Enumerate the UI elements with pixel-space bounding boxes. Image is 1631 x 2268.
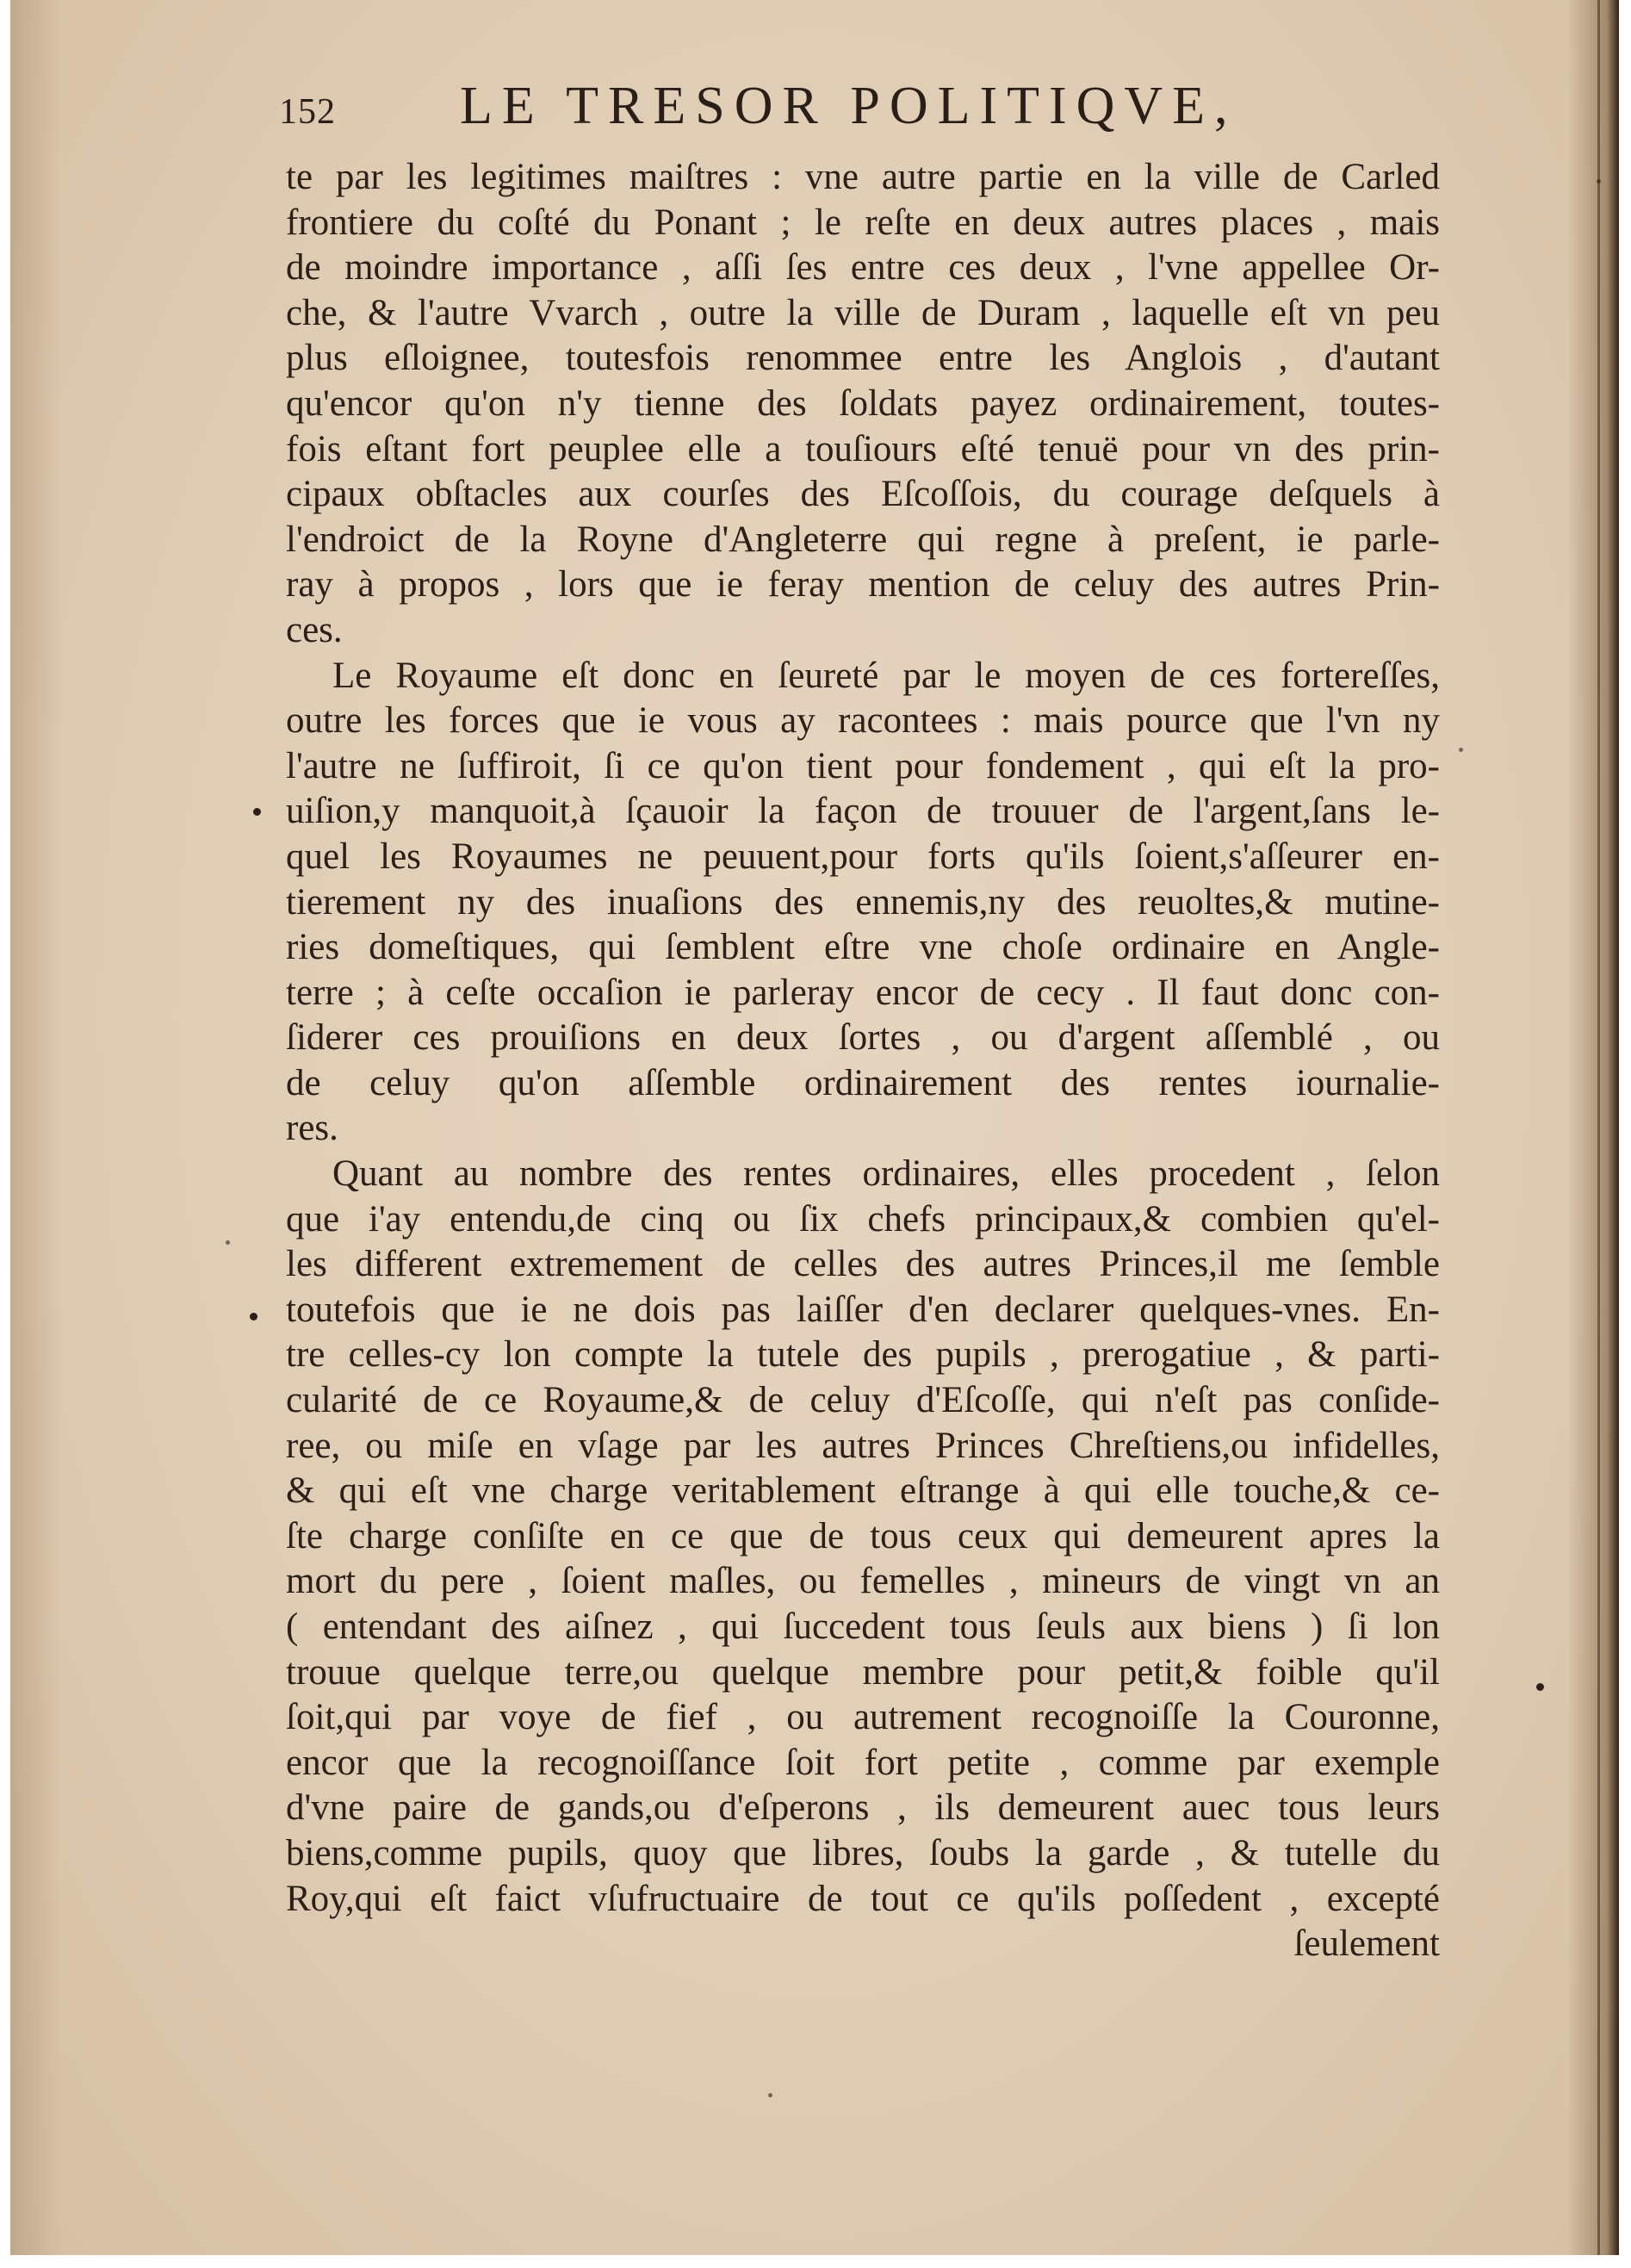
- text-line: & qui eſt vne charge veritablement eſtrange à qui elle touche,& ce-: [286, 1470, 1440, 1512]
- text-line: encor que la recognoiſſance ſoit fort petite , comme par exemple: [286, 1742, 1440, 1783]
- text-line: fois eſtant fort peuplee elle a touſiours eſté tenuë pour vn des prin-: [286, 428, 1440, 469]
- ink-dot: [253, 808, 261, 816]
- ink-speck: [1459, 748, 1463, 752]
- text-line: qu'encor qu'on n'y tienne des ſoldats payez ordinairement, toutes-: [286, 382, 1440, 424]
- spine-line: [1597, 0, 1600, 2255]
- ink-dot: [250, 1313, 257, 1320]
- text-line: Roy,qui eſt faict vſufructuaire de tout ce qu'ils poſſedent , excepté: [286, 1878, 1440, 1919]
- text-line: outre les forces que ie vous ay racontees : mais pource que l'vn ny: [286, 700, 1440, 742]
- text-line: ray à propos , lors que ie feray mention de celuy des autres Prin-: [286, 564, 1440, 606]
- text-line: ( entendant des aiſnez , qui ſuccedent tous ſeuls aux biens ) ſi lon: [286, 1606, 1440, 1647]
- text-line: quel les Royaumes ne peuuent,pour forts qu'ils ſoient,s'aſſeurer en-: [286, 836, 1440, 877]
- text-line: terre ; à ceſte occaſion ie parleray encor de cecy . Il faut donc con-: [286, 972, 1440, 1013]
- text-line: ſoit,qui par voye de fief , ou autrement recognoiſſe la Couronne,: [286, 1697, 1440, 1738]
- text-line: l'endroict de la Royne d'Angleterre qui regne à preſent, ie parle-: [286, 519, 1440, 560]
- ink-speck: [1597, 179, 1601, 183]
- text-line: plus eſloignee, toutesfois renommee entre les Anglois , d'autant: [286, 338, 1440, 379]
- text-line: mort du pere , ſoient maſles, ou femelles , mineurs de vingt vn an: [286, 1561, 1440, 1602]
- text-line: l'autre ne ſuffiroit, ſi ce qu'on tient pour fondement , qui eſt la pro-: [286, 745, 1440, 786]
- text-line: ree, ou miſe en vſage par les autres Princes Chreſtiens,ou infidelles,: [286, 1425, 1440, 1466]
- page-header: [279, 76, 1485, 153]
- page-number: 152: [279, 92, 336, 132]
- text-line: tierement ny des inuaſions des ennemis,ny des reuoltes,& mutine-: [286, 881, 1440, 923]
- text-line: toutefois que ie ne dois pas laiſſer d'en declarer quelques-vnes. En-: [286, 1289, 1440, 1330]
- text-line: de moindre importance , aſſi ſes entre ces deux , l'vne appellee Or-: [286, 247, 1440, 289]
- text-line: tre celles-cy lon compte la tutele des pupils , prerogatiue , & parti-: [286, 1334, 1440, 1376]
- body-text: [286, 155, 1440, 1967]
- text-line: res.: [286, 1108, 338, 1149]
- text-line: ſiderer ces prouiſions en deux ſortes , ou d'argent aſſemblé , ou: [286, 1017, 1440, 1059]
- text-line: que i'ay entendu,de cinq ou ſix chefs principaux,& combien qu'el-: [286, 1198, 1440, 1240]
- text-line: les different extremement de celles des autres Princes,il me ſemble: [286, 1244, 1440, 1285]
- book-page: [10, 0, 1619, 2255]
- paragraph-start-line: Le Royaume eſt donc en ſeureté par le moyen de ces fortereſſes,: [332, 655, 1440, 696]
- ink-speck: [226, 1240, 230, 1245]
- text-line: trouue quelque terre,ou quelque membre pour petit,& foible qu'il: [286, 1651, 1440, 1693]
- text-line: ces.: [286, 609, 343, 650]
- text-line: ſte charge conſiſte en ce que de tous ceux qui demeurent apres la: [286, 1515, 1440, 1557]
- running-title: LE TRESOR POLITIQVE,: [460, 77, 1237, 135]
- ink-dot: [1536, 1683, 1544, 1691]
- ink-speck: [768, 2093, 772, 2097]
- text-line: biens,comme pupils, quoy que libres, ſoubs la garde , & tutelle du: [286, 1832, 1440, 1873]
- binding-edge: [1567, 0, 1619, 2255]
- paragraph-start-line: Quant au nombre des rentes ordinaires, elles procedent , ſelon: [332, 1153, 1440, 1195]
- text-line: cipaux obſtacles aux courſes des Eſcoſſois, du courage deſquels à: [286, 474, 1440, 515]
- catchword: ſeulement: [1293, 1923, 1440, 1965]
- text-line: uiſion,y manquoit,à ſçauoir la façon de trouuer de l'argent,ſans le-: [286, 791, 1440, 832]
- page-edge-shading: [10, 0, 62, 2255]
- text-line: cularité de ce Royaume,& de celuy d'Eſcoſſe, qui n'eſt pas conſide-: [286, 1380, 1440, 1421]
- text-line: frontiere du coſté du Ponant ; le reſte en deux autres places , mais: [286, 202, 1440, 243]
- text-line: d'vne paire de gands,ou d'eſperons , ils demeurent auec tous leurs: [286, 1787, 1440, 1829]
- text-line: de celuy qu'on aſſemble ordinairement des rentes iournalie-: [286, 1062, 1440, 1103]
- text-line: te par les legitimes maiſtres : vne autre partie en la ville de Carled: [286, 157, 1440, 197]
- text-line: che, & l'autre Vvarch , outre la ville de Duram , laquelle eſt vn peu: [286, 292, 1440, 333]
- text-line: ries domeſtiques, qui ſemblent eſtre vne choſe ordinaire en Angle-: [286, 927, 1440, 968]
